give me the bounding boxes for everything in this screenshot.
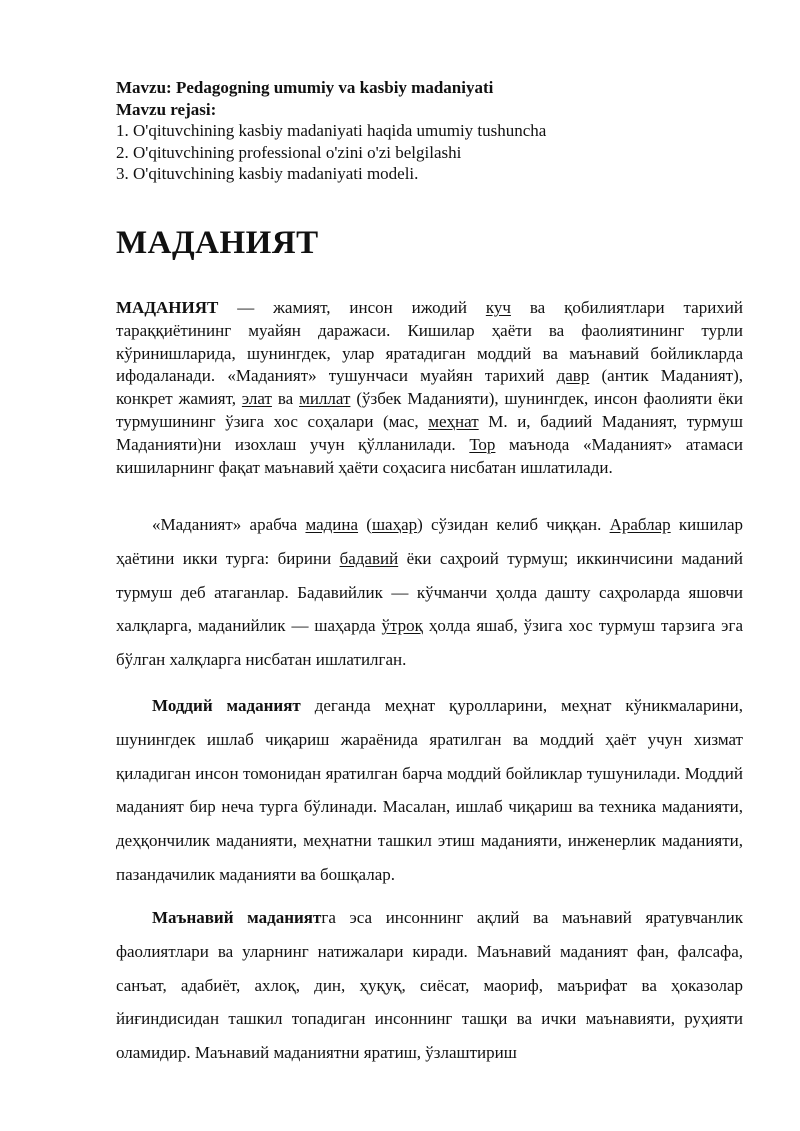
term-manaviy-madaniyat: Маънавий маданият [152,908,322,927]
link-kuch[interactable]: куч [485,298,511,317]
link-millat[interactable]: миллат [299,389,351,409]
plan-item-2: 2. O'qituvchining professional o'zini o'zi belgilashi [116,142,462,162]
text: кишилар ҳаётини икки турга: бирини [116,515,743,568]
text: — жамият, инсон ижодий [218,298,486,317]
text: М. и, бадиий Маданият, турмуш Маданияти)ни изохлаш учун қўлланилади. [116,411,743,454]
text: деганда меҳнат қуролларини, меҳнат кўникмаларини, шунингдек ишлаб чиқариш жараёнида яратилган ва моддий ҳаёт учун хизмат қиладиган инсон томонидан яратилган барча моддий бойликлар тушунилади. Моддий маданият бир неча турга бўлинади. Масалан, ишлаб чиқариш ва техника маданияти, деҳқончилик маданияти, меҳнатни ташкил этиш маданияти, инженерлик маданияти, пазандачилик маданияти ва бошқалар. [116,696,744,884]
text: ва қобилиятлари тарихий тараққиётининг муайян даражаси. Кишилар ҳаёти ва фаолиятининг турли кўринишларида, шунингдек, улар яратадиган моддий ва маънавий бойликларда ифодаланади. «Маданият» тушунчаси муайян тарихий [116,298,743,386]
link-shahar[interactable]: шаҳар [371,515,418,534]
text: ) сўзидан келиб чиққан. [417,515,610,534]
text: (ўзбек Маданияти), шунингдек, инсон фаолияти ёки турмушининг ўзига хос соҳалари (мас, [116,389,743,431]
text: «Маданият» арабча [152,515,306,534]
topic-title: Mavzu: Pedagogning umumiy va kasbiy madaniyati [116,78,494,97]
text: га эса инсоннинг ақлий ва маънавий яратувчанлик фаолиятлари ва уларнинг натижалари киради. Маънавий маданият фан, фалсафа, санъат, адабиёт, ахлоқ, дин, ҳуқуқ, сиёсат, маориф, маърифат ва ҳоказолар йиғиндисидан ташкил топадиган инсоннинг ташқи ва ички маънавияти, руҳияти оламидир. Маънавий маданиятни яратиш, ўзлаштириш [116,908,743,1063]
link-tor[interactable]: Тор [469,434,496,454]
text: ҳолда яшаб, ўзига хос турмуш тарзига эга бўлган халқларга нисбатан ишлатилган. [116,616,743,670]
link-davr[interactable]: давр [556,366,590,386]
text: маънода «Маданият» атамаси кишиларнинг фақат маънавий ҳаёти соҳасига нисбатан ишлатилади. [116,434,743,477]
term-moddiy-madaniyat: Моддий маданият [152,696,301,715]
page-title: МАДАНИЯТ [116,225,319,261]
text: (антик Маданият), конкрет жамият, [116,366,743,409]
definition-paragraph [116,297,743,479]
link-elat[interactable]: элат [241,389,272,409]
text: ( [358,515,372,534]
text: ёки саҳроий турмуш; иккинчисини маданий турмуш деб атаганлар. Бадавийлик — кўчманчи ҳолда дашту саҳроларда яшовчи халқларга, маданийлик — шаҳарда [116,548,744,636]
plan-item-1: 1. O'qituvchining kasbiy madaniyati haqida umumiy tushuncha [116,121,547,140]
material-culture-paragraph [116,689,743,892]
etymology-paragraph [116,508,743,677]
link-madina[interactable]: мадина [305,515,359,534]
link-arablar[interactable]: Араблар [609,515,671,534]
plan-label: Mavzu rejasi: [116,99,217,119]
plan-item-3: 3. O'qituvchining kasbiy madaniyati modeli. [116,164,419,183]
spiritual-culture-paragraph [116,901,743,1070]
link-utroq[interactable]: ўтроқ [381,616,423,636]
link-mehnat[interactable]: меҳнат [428,411,479,431]
term-madaniyat: МАДАНИЯТ [116,298,219,317]
topic-header [116,77,743,185]
text: ва [271,389,300,409]
link-badaviy[interactable]: бадавий [339,548,399,568]
